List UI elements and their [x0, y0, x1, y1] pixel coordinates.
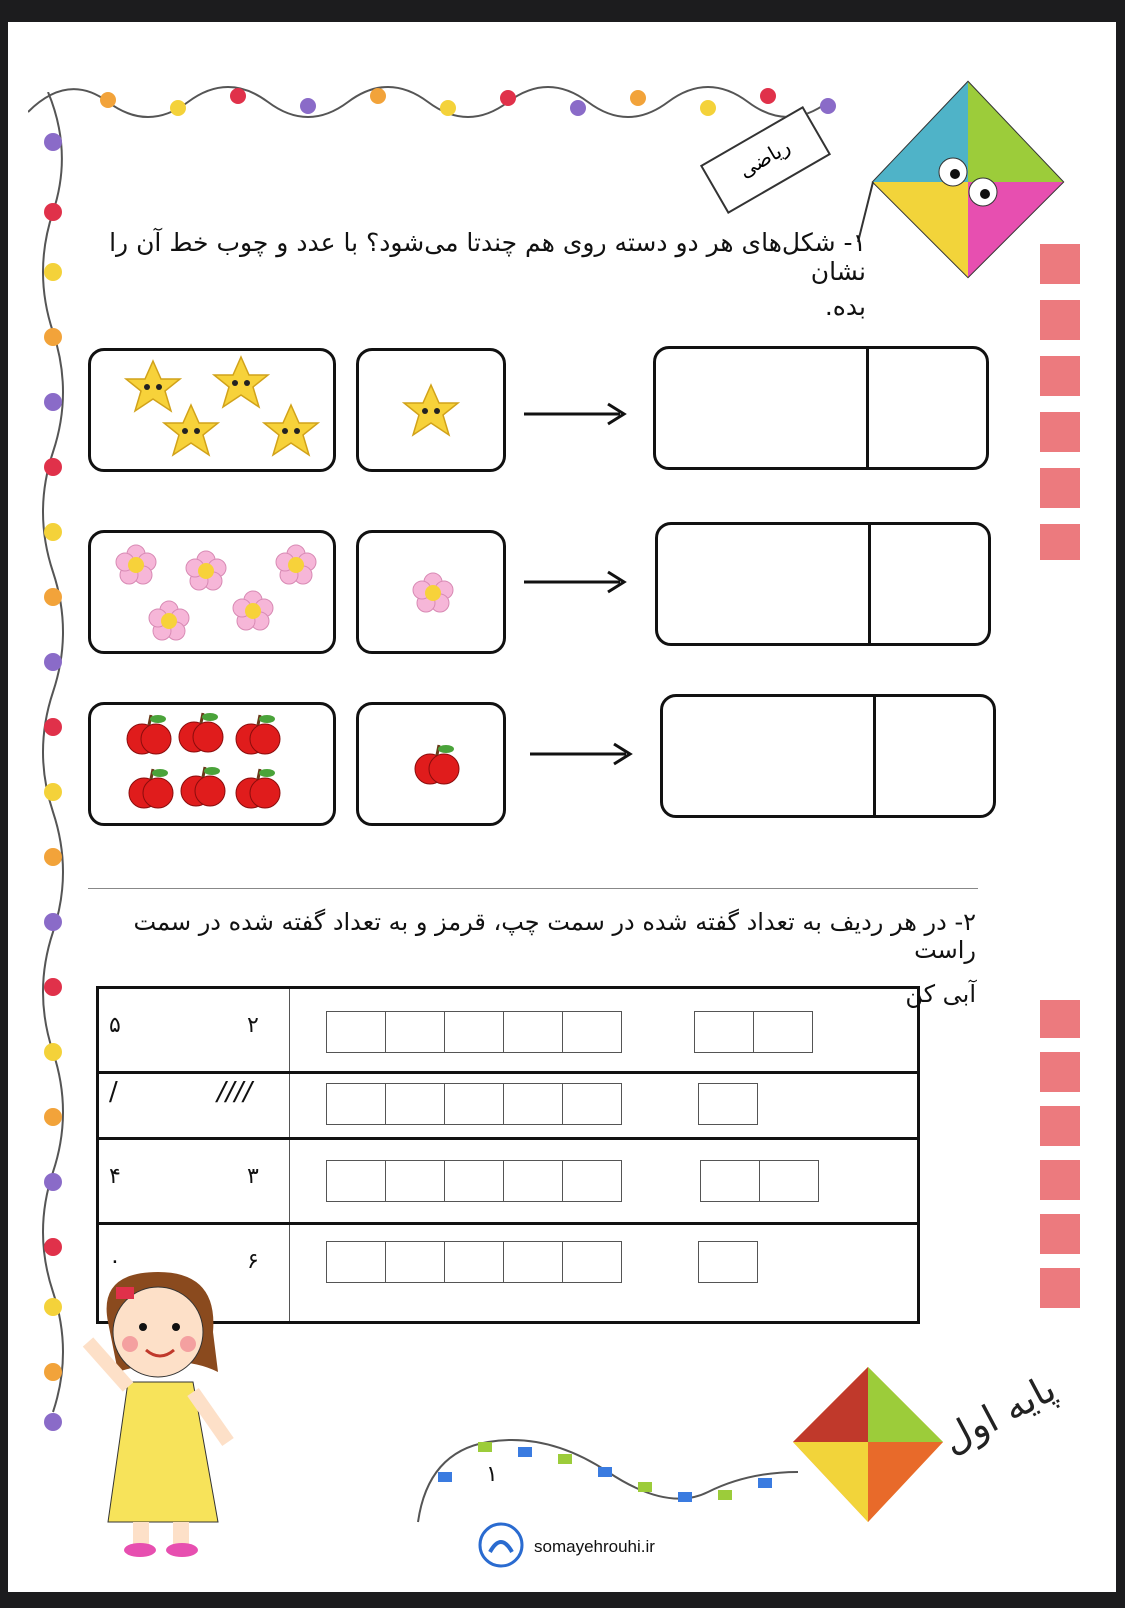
kite-illustration-bottom [788, 1362, 948, 1532]
side-bar-decoration [1040, 1000, 1080, 1038]
question2-line2: آبی کن [905, 980, 976, 1008]
table-row-left-value: ۵ [109, 1013, 121, 1038]
color-cell[interactable] [385, 1160, 445, 1202]
color-cell[interactable] [503, 1241, 563, 1283]
star-icon [126, 361, 180, 411]
side-bar-decoration [1040, 300, 1080, 340]
table-row-mid-value: //// [217, 1077, 253, 1107]
flower-icon [276, 545, 316, 584]
color-cell[interactable] [385, 1241, 445, 1283]
flower-icon [233, 591, 273, 630]
side-bar-decoration [1040, 1214, 1080, 1254]
table-row [99, 989, 917, 1074]
grade-label: پایه اول [934, 1366, 1063, 1462]
color-cell[interactable] [694, 1011, 754, 1053]
group-right-flowers [356, 530, 506, 654]
apple-icon [236, 715, 280, 754]
color-cell[interactable] [700, 1160, 760, 1202]
page-number: ۱ [486, 1462, 498, 1487]
side-bar-decoration [1040, 1106, 1080, 1146]
apple-icon [415, 745, 459, 784]
girl-illustration [78, 1262, 278, 1562]
color-cell[interactable] [753, 1011, 813, 1053]
color-cell[interactable] [326, 1241, 386, 1283]
arrow-right-icon [524, 402, 634, 426]
star-icon [214, 357, 268, 407]
color-cell[interactable] [326, 1083, 386, 1125]
apple-icon [127, 715, 171, 754]
side-bar-decoration [1040, 1160, 1080, 1200]
arrow-right-icon [530, 742, 640, 766]
color-cell[interactable] [385, 1011, 445, 1053]
table-row-left-value: ۰ [109, 1249, 121, 1274]
apple-icon [181, 767, 225, 806]
color-cell[interactable] [503, 1083, 563, 1125]
flower-icon [149, 601, 189, 640]
side-bar-decoration [1040, 524, 1080, 560]
table-row-mid-value: ۳ [247, 1164, 259, 1189]
side-bar-decoration [1040, 244, 1080, 284]
table-row-left-value: ۴ [109, 1164, 121, 1189]
site-logo-icon [478, 1522, 524, 1568]
flower-icon [116, 545, 156, 584]
apple-icon [179, 713, 223, 752]
section-divider [88, 888, 978, 889]
question1-line2: بده. [824, 292, 866, 321]
color-cell[interactable] [562, 1083, 622, 1125]
answer-box-row2[interactable] [655, 522, 991, 646]
group-left-flowers [88, 530, 336, 654]
color-cell[interactable] [444, 1160, 504, 1202]
table-row [99, 1140, 917, 1225]
side-bar-decoration [1040, 468, 1080, 508]
flower-icon [186, 551, 226, 590]
color-cell[interactable] [326, 1011, 386, 1053]
side-bar-decoration [1040, 412, 1080, 452]
group-right-stars [356, 348, 506, 472]
color-cell[interactable] [444, 1241, 504, 1283]
answer-box-row3[interactable] [660, 694, 996, 818]
table-row-left-value: / [109, 1077, 118, 1107]
group-left-stars [88, 348, 336, 472]
table-row-mid-value: ۲ [247, 1013, 259, 1038]
color-cell[interactable] [444, 1011, 504, 1053]
answer-box-row1[interactable] [653, 346, 989, 470]
site-url[interactable]: somayehrouhi.ir [534, 1537, 655, 1556]
arrow-right-icon [524, 570, 634, 594]
color-cell[interactable] [326, 1160, 386, 1202]
color-cell[interactable] [759, 1160, 819, 1202]
color-cell[interactable] [562, 1160, 622, 1202]
question1-line1: ۱- شکل‌های هر دو دسته روی هم چندتا می‌شود؟ با عدد و چوب خط آن را نشان [109, 228, 866, 286]
subject-tag-label: ریاضی [734, 134, 795, 183]
side-bar-decoration [1040, 356, 1080, 396]
color-cell[interactable] [698, 1241, 758, 1283]
garland-left-decoration [28, 92, 88, 1442]
star-icon [264, 405, 318, 455]
color-cell[interactable] [385, 1083, 445, 1125]
question2-line1: ۲- در هر ردیف به تعداد گفته شده در سمت چپ، قرمز و به تعداد گفته شده در سمت راست [133, 908, 976, 964]
color-cell[interactable] [444, 1083, 504, 1125]
garland-top-decoration [28, 62, 868, 142]
side-bar-decoration [1040, 1052, 1080, 1092]
group-right-apples [356, 702, 506, 826]
flower-icon [413, 573, 453, 612]
side-bar-decoration [1040, 1268, 1080, 1308]
group-left-apples [88, 702, 336, 826]
color-cell[interactable] [562, 1011, 622, 1053]
apple-icon [129, 769, 173, 808]
color-cell[interactable] [562, 1241, 622, 1283]
worksheet-page [8, 22, 1116, 1592]
garland-bottom-decoration [408, 1412, 808, 1552]
color-cell[interactable] [503, 1160, 563, 1202]
apple-icon [236, 769, 280, 808]
table-row [99, 1071, 917, 1140]
color-cell[interactable] [503, 1011, 563, 1053]
star-icon [404, 385, 458, 435]
color-cell[interactable] [698, 1083, 758, 1125]
table-row-mid-value: ۶ [247, 1249, 259, 1274]
